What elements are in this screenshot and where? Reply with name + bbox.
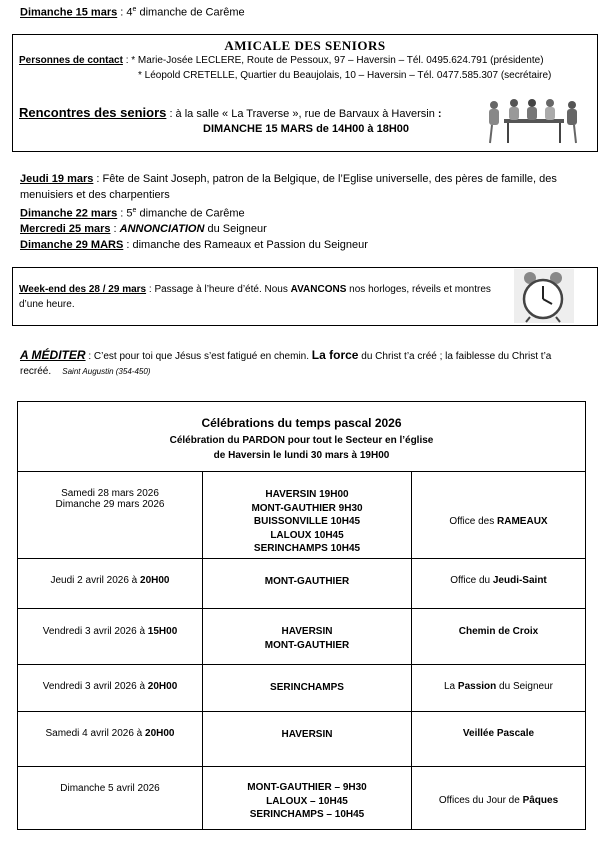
mediter-label: A MÉDITER — [20, 348, 86, 362]
announcement-text: du Seigneur — [204, 223, 267, 236]
weekend-emph: AVANCONS — [290, 284, 347, 295]
mediter-text-1: : C’est pour toi que Jésus s’est fatigué en chemin. — [85, 351, 312, 362]
celebrations-subtitle-1: Célébration du PARDON pour tout le Secteur en l’église — [169, 435, 434, 446]
row-office-cell — [412, 712, 585, 766]
office-pre: La — [444, 681, 458, 692]
mediter-author: Saint Augustin (354-450) — [62, 367, 151, 376]
contact-2-text: * Léopold CRETELLE, Quartier du Beaujolais, 10 – Haversin – Tél. 0477.585.307 (secrétaire) — [138, 70, 552, 81]
celebrations-title: Célébrations du temps pascal 2026 — [201, 416, 402, 430]
announcement-dimanche-15 — [20, 6, 245, 19]
row-places-cell — [203, 712, 412, 766]
row-date-cell — [18, 767, 203, 830]
mediter-force: La force — [311, 348, 359, 362]
announcement-dimanche-29 — [20, 238, 595, 254]
row-time: 20H00 — [145, 728, 175, 739]
row-place: LALOUX – 10H45 — [266, 795, 348, 807]
row-place: HAVERSIN — [281, 729, 333, 740]
row-date-cell — [18, 609, 203, 664]
rencontres-label: Rencontres des seniors — [19, 105, 167, 120]
announcement-mercredi-25 — [20, 222, 595, 238]
office-bold: RAMEAUX — [497, 516, 548, 527]
contact-label: Personnes de contact — [19, 55, 123, 66]
row-place: MONT-GAUTHIER 9H30 — [251, 502, 363, 514]
announcement-date: Dimanche 15 mars — [20, 6, 118, 19]
office-post: du Seigneur — [496, 681, 553, 692]
row-date: Samedi 28 mars 2026 — [61, 488, 159, 499]
amicale-title: AMICALE DES SENIORS — [224, 38, 386, 53]
row-date: Samedi 4 avril 2026 à — [45, 728, 146, 739]
office-bold: Veillée Pascale — [462, 728, 535, 739]
table-row — [18, 559, 585, 609]
announcement-dimanche-22 — [20, 203, 595, 222]
row-place: HAVERSIN 19H00 — [265, 489, 349, 500]
announcement-date: Jeudi 19 mars — [20, 173, 94, 185]
row-places-cell — [203, 559, 412, 608]
row-places-cell — [203, 609, 412, 664]
announcement-date: Dimanche 29 MARS — [20, 238, 124, 251]
contact-1-text: : * Marie-Josée LECLERE, Route de Pessoux, 97 – Haversin – Tél. 0495.624.791 (présidente) — [122, 55, 544, 66]
row-date: Jeudi 2 avril 2026 à — [50, 575, 141, 586]
table-row — [18, 712, 585, 767]
rencontres-line — [19, 105, 442, 120]
row-date-cell — [18, 712, 203, 766]
row-place: SERINCHAMPS 10H45 — [253, 543, 361, 554]
contact-line-1 — [19, 55, 544, 66]
announcement-sep: : 4 — [117, 6, 133, 19]
alarm-clock-icon — [514, 269, 574, 323]
row-place: LALOUX 10H45 — [270, 529, 344, 541]
row-place: MONT-GAUTHIER – 9H30 — [247, 782, 367, 793]
announcement-sup: e — [132, 6, 137, 13]
office-pre: Office du — [450, 575, 493, 586]
announcement-emph: ANNONCIATION — [119, 223, 205, 236]
announcement-sup: e — [132, 207, 137, 214]
row-time: 20H00 — [140, 575, 170, 586]
announcements-list — [20, 172, 595, 253]
office-pre: Office des — [449, 516, 498, 527]
announcement-text: dimanche de Carême — [136, 6, 245, 19]
weekend-text — [19, 282, 499, 312]
row-office-cell — [412, 665, 585, 711]
rencontres-date: DIMANCHE 15 MARS de 14H00 à 18H00 — [203, 123, 410, 135]
announcement-jeudi-19 — [20, 172, 595, 203]
row-place: MONT-GAUTHIER — [264, 639, 350, 651]
row-office-cell — [412, 559, 585, 608]
rencontres-text: : à la salle « La Traverse », rue de Barvaux à Haversin — [166, 108, 435, 120]
seniors-group-illustration — [484, 95, 582, 145]
announcement-date: Mercredi 25 mars — [20, 223, 111, 236]
mediter-text-2: du Christ t’a créé ; la faiblesse du Christ t’a recréé. — [20, 351, 552, 377]
office-pre: Offices du Jour de — [438, 795, 523, 806]
row-time: 15H00 — [147, 626, 178, 637]
row-date-cell — [18, 472, 203, 558]
row-time: 20H00 — [147, 681, 178, 692]
row-date-cell — [18, 559, 203, 608]
table-row — [18, 472, 585, 559]
row-date-2: Dimanche 29 mars 2026 — [55, 499, 165, 510]
rencontres-colon: : — [434, 108, 442, 120]
celebrations-subtitle-2: de Haversin le lundi 30 mars à 19H00 — [213, 450, 390, 461]
row-date: Vendredi 3 avril 2026 à — [42, 681, 148, 692]
announcement-sep: : — [110, 223, 120, 236]
row-office-cell — [412, 767, 585, 830]
weekend-label: Week-end des 28 / 29 mars — [19, 284, 147, 295]
office-bold: Chemin de Croix — [458, 626, 539, 637]
row-places-cell — [203, 767, 412, 830]
table-row — [18, 665, 585, 712]
row-date: Vendredi 3 avril 2026 à — [42, 626, 148, 637]
row-place: MONT-GAUTHIER — [264, 576, 350, 587]
office-bold: Pâques — [522, 795, 559, 806]
row-place: BUISSONVILLE 10H45 — [253, 516, 361, 527]
row-place: SERINCHAMPS – 10H45 — [249, 809, 365, 820]
amicale-seniors-box — [12, 34, 598, 152]
row-places-cell — [203, 472, 412, 558]
row-places-cell — [203, 665, 412, 711]
table-row — [18, 767, 585, 830]
mediter-quote — [20, 348, 595, 379]
announcement-text: : Fête de Saint Joseph, patron de la Belgique, de l’Eglise universelle, des pères de famille, des menuisiers et des charpentiers — [20, 173, 557, 201]
celebrations-table — [17, 401, 586, 830]
office-bold: Passion — [457, 681, 497, 692]
row-place: SERINCHAMPS — [270, 682, 344, 693]
celebrations-header — [18, 402, 585, 472]
office-bold: Jeudi-Saint — [492, 575, 547, 586]
row-date-cell — [18, 665, 203, 711]
announcement-text: dimanche de Carême — [136, 207, 245, 220]
celebrations-subtitle — [18, 433, 585, 463]
row-office-cell — [412, 609, 585, 664]
weekend-text-1: : Passage à l’heure d’été. Nous — [146, 284, 291, 295]
row-date: Dimanche 5 avril 2026 — [60, 783, 160, 794]
row-place: HAVERSIN — [281, 626, 333, 637]
weekend-box — [12, 267, 598, 326]
table-row — [18, 609, 585, 665]
announcement-pre: : 5 — [117, 207, 133, 220]
announcement-date: Dimanche 22 mars — [20, 207, 118, 220]
weekend-text-2: nos horloges, réveils et montres d’une heure. — [19, 284, 491, 310]
announcement-text: : dimanche des Rameaux et Passion du Seigneur — [123, 238, 368, 251]
row-office-cell — [412, 472, 585, 558]
